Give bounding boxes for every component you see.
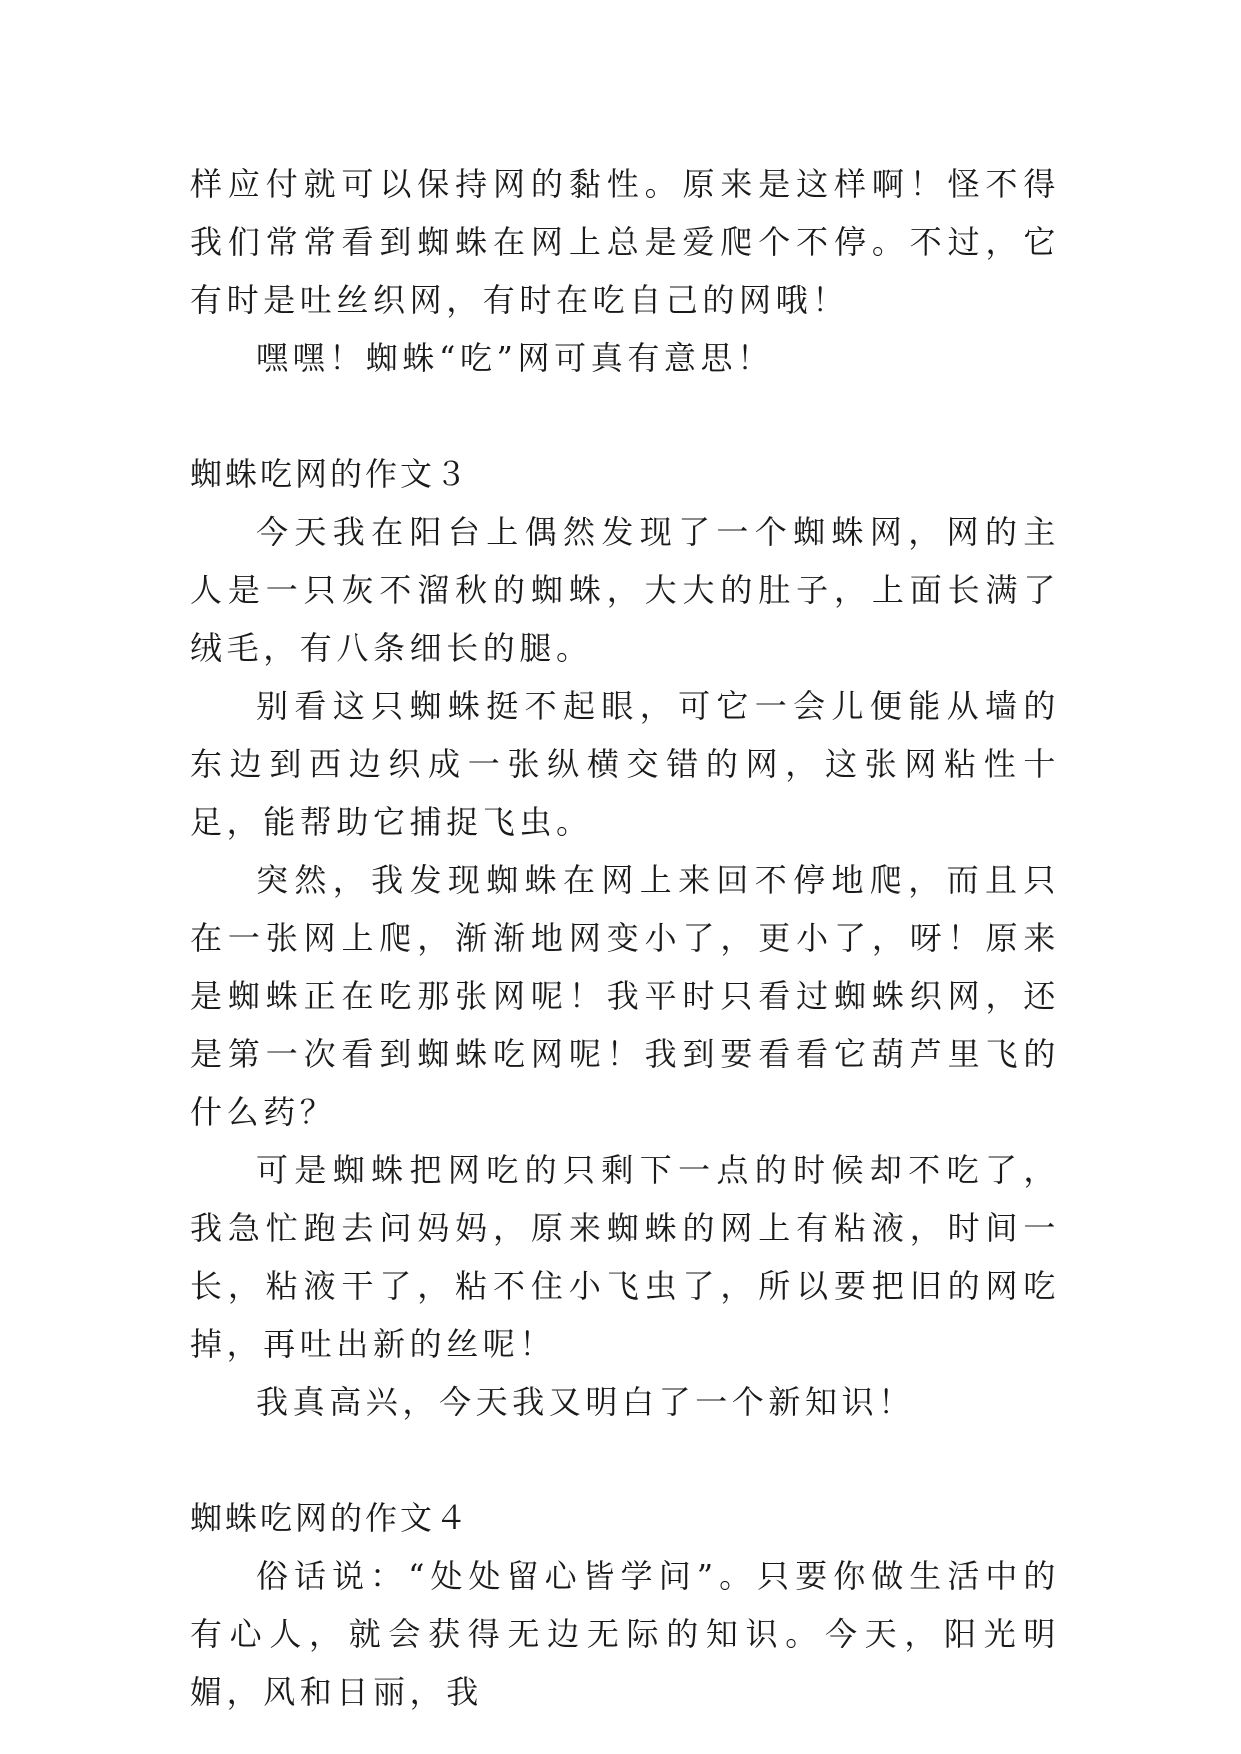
section-gap (190, 1431, 1060, 1489)
paragraph: 俗话说：“处处留心皆学问”。只要你做生活中的有心人，就会获得无边无际的知识。今天，阳光明媚，风和日丽，我 (190, 1557, 1060, 1711)
document-body (190, 155, 1060, 1721)
paragraph: 今天我在阳台上偶然发现了一个蜘蛛网，网的主人是一只灰不溜秋的蜘蛛，大大的肚子，上面长满了绒毛，有八条细长的腿。 (190, 513, 1060, 667)
paragraph: 我真高兴，今天我又明白了一个新知识！ (256, 1383, 915, 1421)
paragraph: 嘿嘿！蜘蛛“吃”网可真有意思！ (256, 339, 774, 377)
paragraph: 样应付就可以保持网的黏性。原来是这样啊！怪不得我们常常看到蜘蛛在网上总是爱爬个不停。不过，它有时是吐丝织网，有时在吃自己的网哦！ (190, 165, 1060, 319)
section-gap (190, 387, 1060, 445)
paragraph: 突然，我发现蜘蛛在网上来回不停地爬，而且只在一张网上爬，渐渐地网变小了，更小了，呀！原来是蜘蛛正在吃那张网呢！我平时只看过蜘蛛织网，还是第一次看到蜘蛛吃网呢！我到要看看它葫芦里飞的什么药？ (190, 861, 1060, 1131)
paragraph: 别看这只蜘蛛挺不起眼，可它一会儿便能从墙的东边到西边织成一张纵横交错的网，这张网粘性十足，能帮助它捕捉飞虫。 (190, 687, 1060, 841)
paragraph: 可是蜘蛛把网吃的只剩下一点的时候却不吃了，我急忙跑去问妈妈，原来蜘蛛的网上有粘液，时间一长，粘液干了，粘不住小飞虫了，所以要把旧的网吃掉，再吐出新的丝呢！ (190, 1151, 1060, 1363)
essay-title: 蜘蛛吃网的作文４ (190, 1499, 471, 1537)
essay-title: 蜘蛛吃网的作文３ (190, 455, 471, 493)
